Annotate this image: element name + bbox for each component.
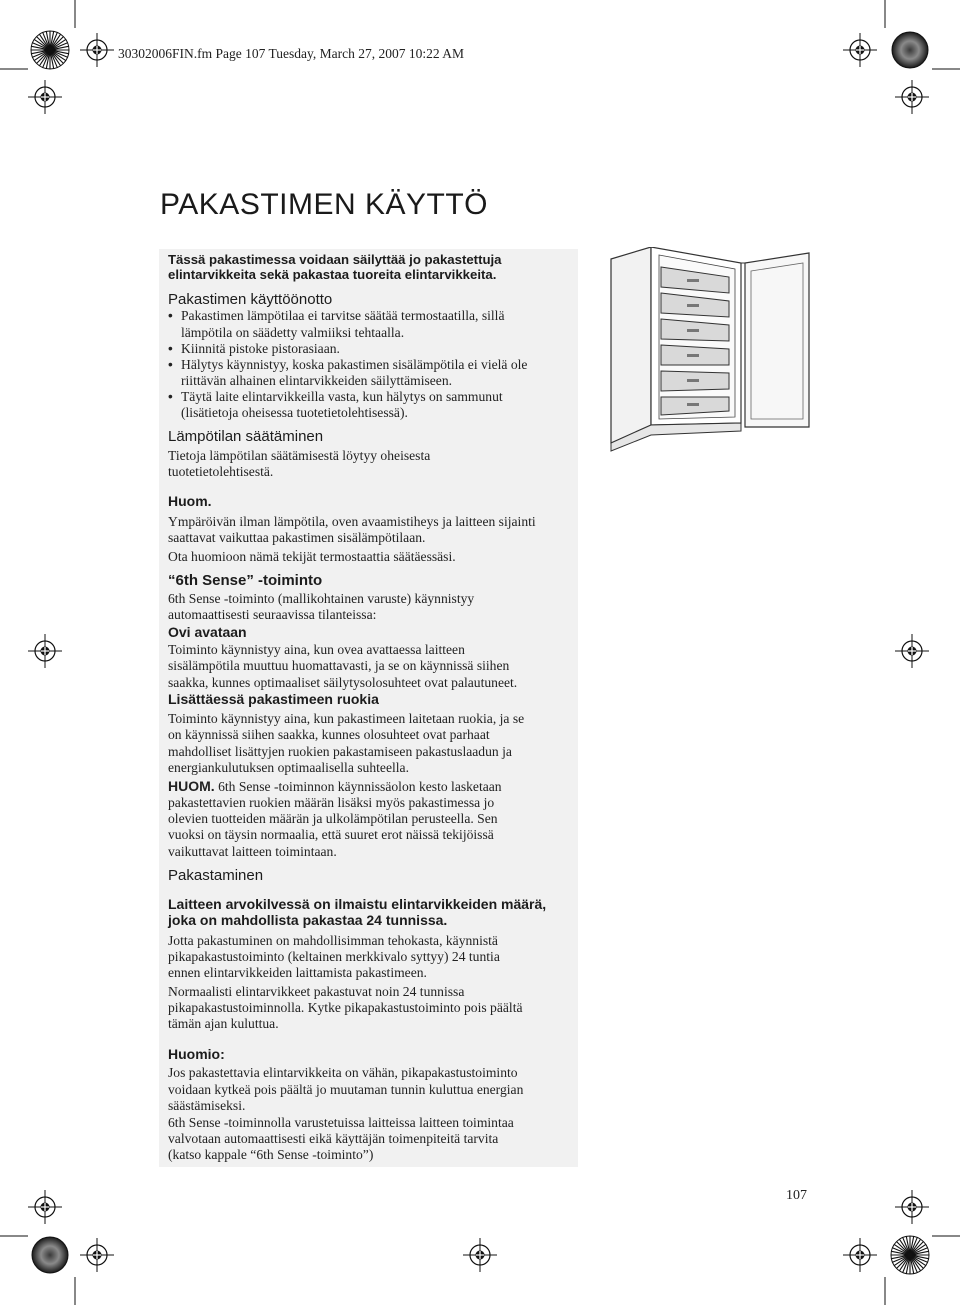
paragraph-line: Jos pakastettavia elintarvikkeita on vähän, pikapakastustoiminto xyxy=(168,1065,518,1080)
paragraph-line: Toiminto käynnistyy aina, kun ovea avattaessa laitteen xyxy=(168,642,465,657)
paragraph-line: 6th Sense -toiminto (mallikohtainen varuste) käynnistyy xyxy=(168,591,475,606)
bullet-item: • Täytä laite elintarvikkeilla vasta, kun hälytys on sammunut xyxy=(181,389,503,405)
section-heading-6th-sense: “6th Sense” -toiminto xyxy=(168,572,323,589)
bullet-item: • Pakastimen lämpötilaa ei tarvitse säätää termostaatilla, sillä xyxy=(181,308,505,324)
paragraph-line: Normaalisti elintarvikkeet pakastuvat noin 24 tunnissa xyxy=(168,984,465,999)
bold-paragraph-line: Laitteen arvokilvessä on ilmaistu elintarvikkeiden määrä, xyxy=(168,896,547,912)
paragraph-line: ennen elintarvikkeiden laittamista pakastimeen. xyxy=(168,965,427,980)
bold-paragraph-line: joka on mahdollista pakastaa 24 tunnissa. xyxy=(168,912,448,928)
paragraph-line: vuoksi on täysin normaalia, että suuret erot näissä tekijöissä xyxy=(168,827,494,842)
paragraph-line: voidaan kytkeä pois päältä jo muutaman tunnin kuluttua energian xyxy=(168,1082,524,1097)
paragraph-line: 6th Sense -toiminnolla varustetuissa laitteissa laitteen toimintaa xyxy=(168,1115,514,1130)
freezer-illustration xyxy=(603,247,815,453)
paragraph-line: mahdolliset lisättyjen ruokien pakastamiseen pakastuslaadun ja xyxy=(168,744,512,759)
intro-line: Tässä pakastimessa voidaan säilyttää jo pakastettuja xyxy=(168,252,502,267)
paragraph-line: Jotta pakastuminen on mahdollisimman tehokasta, käynnistä xyxy=(168,933,498,948)
paragraph-line: vaikuttavat laitteen toimintaan. xyxy=(168,844,337,859)
bullet-continuation: lämpötila on säädetty valmiiksi tehtaalla. xyxy=(181,325,405,340)
section-heading-huomio: Huomio: xyxy=(168,1046,225,1062)
paragraph-line: saattavat vaikuttaa pakastimen sisälämpötilaan. xyxy=(168,530,426,545)
paragraph-line: olevien tuotteiden määrän ja ulkolämpötilan perusteella. Sen xyxy=(168,811,498,826)
paragraph-line: pikapakastustoiminnolla. Kytke pikapakastustoiminto pois päältä xyxy=(168,1000,523,1015)
page-title: PAKASTIMEN KÄYTTÖ xyxy=(160,188,488,221)
paragraph-line: pikapakastustoiminto (keltainen merkkivalo syttyy) 24 tuntia xyxy=(168,949,500,964)
huom-text: 6th Sense -toiminnon käynnissäolon kesto lasketaan xyxy=(214,779,502,794)
intro-line: elintarvikkeita sekä pakastaa tuoreita elintarvikkeita. xyxy=(168,267,497,282)
section-heading-huom: Huom. xyxy=(168,493,212,509)
bullet-continuation: (lisätietoja oheisessa tuotetietolehtisessä). xyxy=(181,405,408,420)
section-heading-saataminen: Lämpötilan säätäminen xyxy=(168,428,324,445)
huom-label: HUOM. xyxy=(168,778,215,794)
section-heading-pakastaminen: Pakastaminen xyxy=(168,867,264,884)
subheading-ovi-avataan: Ovi avataan xyxy=(168,624,247,640)
paragraph-line: säästämiseksi. xyxy=(168,1098,246,1113)
paragraph-line: tämän ajan kuluttua. xyxy=(168,1016,279,1031)
bullet-item: • Kiinnitä pistoke pistorasiaan. xyxy=(181,341,340,357)
paragraph-line: tuotetietolehtisestä. xyxy=(168,464,274,479)
bullet-continuation: riittävän alhainen elintarvikkeiden säilyttämiseen. xyxy=(181,373,453,388)
paragraph-line: Tietoja lämpötilan säätämisestä löytyy oheisesta xyxy=(168,448,431,463)
huom-paragraph-first-line xyxy=(168,778,502,795)
paragraph-line: Toiminto käynnistyy aina, kun pakastimeen laitetaan ruokia, ja se xyxy=(168,711,525,726)
paragraph-line: (katso kappale “6th Sense -toiminto”) xyxy=(168,1147,374,1162)
paragraph-line: saakka, kunnes optimaaliset säilytysolosuhteet ovat palautuneet. xyxy=(168,675,518,690)
page-number: 107 xyxy=(786,1188,807,1203)
bullet-item: • Hälytys käynnistyy, koska pakastimen sisälämpötila ei vielä ole xyxy=(181,357,527,373)
paragraph-line: pakastettavien ruokien määrän lisäksi myös pakastimessa jo xyxy=(168,795,495,810)
paragraph-line: automaattisesti seuraavissa tilanteissa: xyxy=(168,607,377,622)
section-heading-kayttoonotto: Pakastimen käyttöönotto xyxy=(168,291,333,308)
paragraph-line: Ota huomioon nämä tekijät termostaattia säätäessäsi. xyxy=(168,549,456,564)
paragraph-line: energiankulutuksen optimaalisella suhteella. xyxy=(168,760,409,775)
paragraph-line: on käynnissä siihen saakka, kunnes olosuhteet ovat parhaat xyxy=(168,727,490,742)
paragraph-line: sisälämpötila muuttuu huomattavasti, ja se on käynnissä siihen xyxy=(168,658,510,673)
paragraph-line: Ympäröivän ilman lämpötila, oven avaamistiheys ja laitteen sijainti xyxy=(168,514,536,529)
file-header-line: 30302006FIN.fm Page 107 Tuesday, March 27, 2007 10:22 AM xyxy=(118,46,464,61)
subheading-lisattaessa: Lisättäessä pakastimeen ruokia xyxy=(168,691,379,707)
paragraph-line: valvotaan automaattisesti eikä käyttäjän toimenpiteitä tarvita xyxy=(168,1131,499,1146)
